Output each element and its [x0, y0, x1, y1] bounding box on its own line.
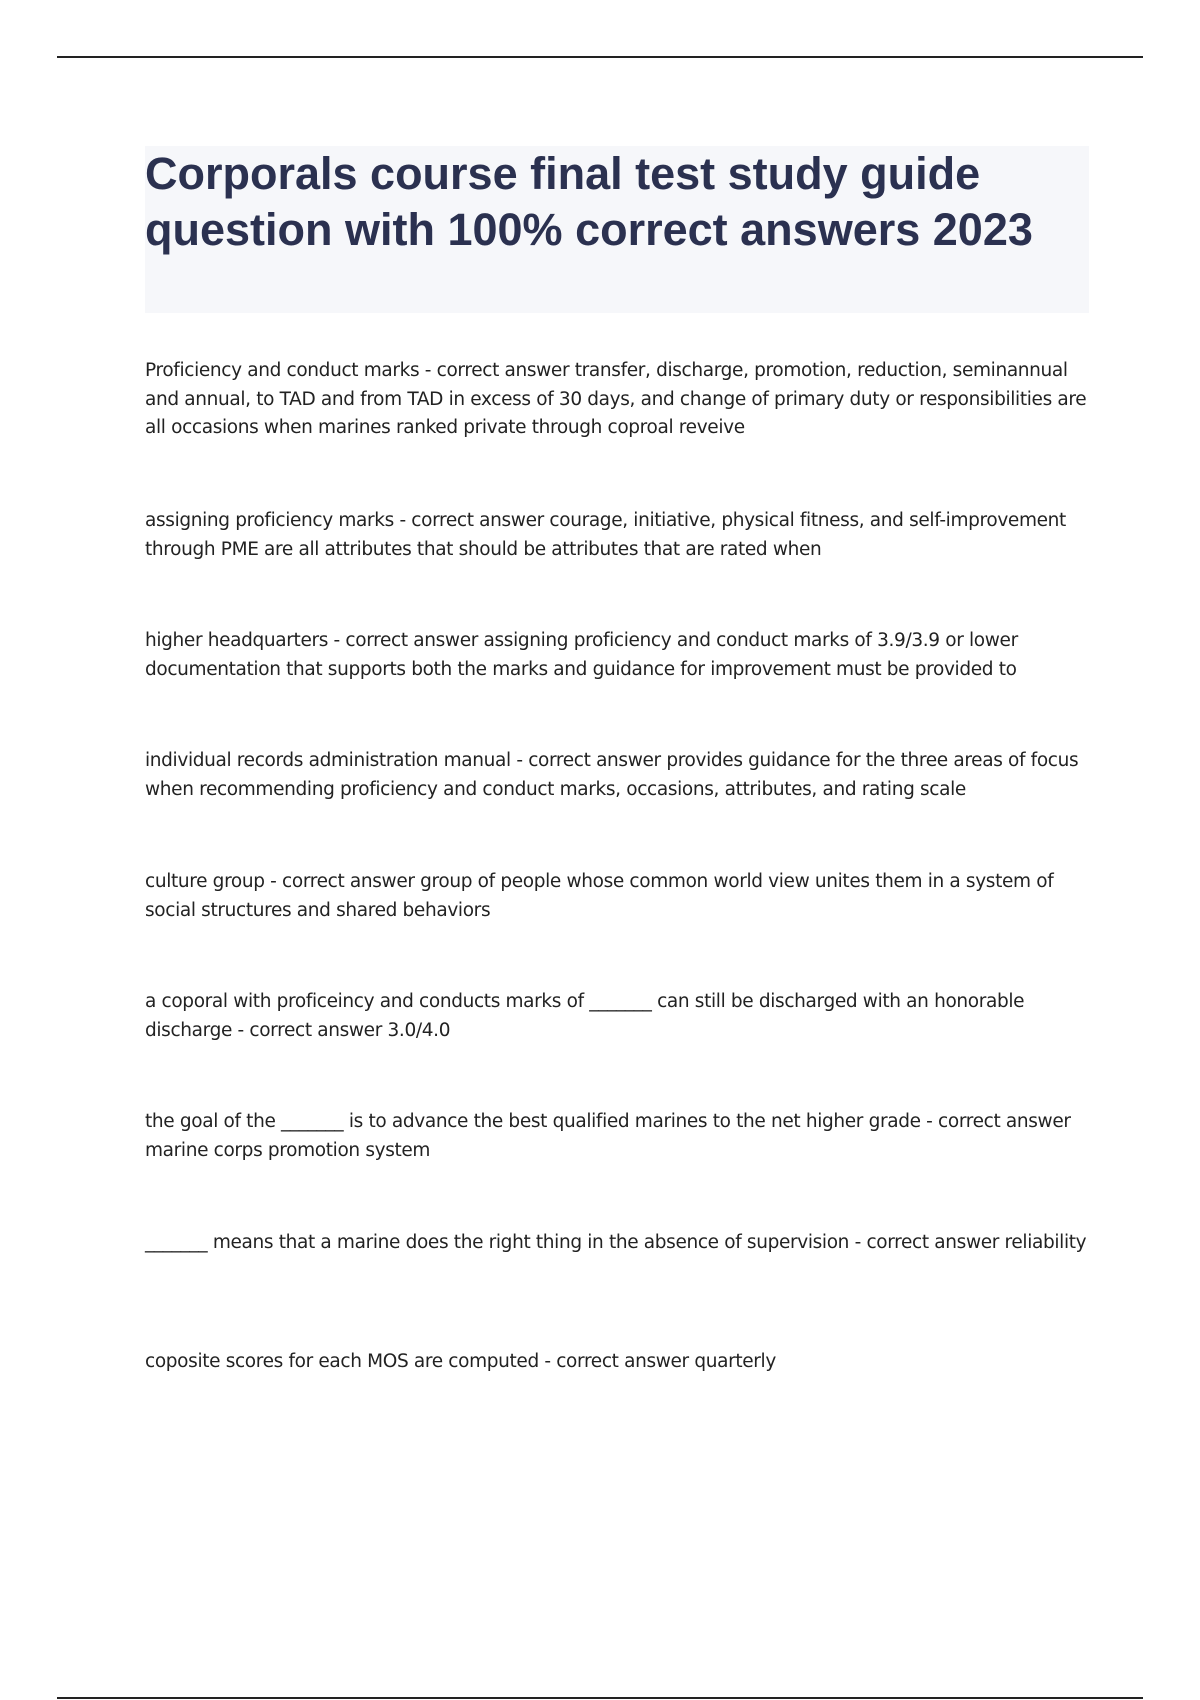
qa-item: _______ means that a marine does the right thing in the absence of supervision - correct answer reliability: [145, 1232, 1087, 1253]
qa-item: a coporal with proficeincy and conducts marks of _______ can still be discharged with an honorable discharge - correct answer 3.0/4.0: [145, 991, 1025, 1041]
title-banner: [145, 146, 1089, 313]
bottom-rule: [57, 1697, 1143, 1699]
top-rule: [57, 56, 1143, 58]
qa-item: individual records administration manual - correct answer provides guidance for the three areas of focus when recommending proficiency and conduct marks, occasions, attributes, and rating scale: [145, 750, 1079, 800]
qa-item: coposite scores for each MOS are computed - correct answer quarterly: [145, 1351, 776, 1372]
document-title: Corporals course final test study guide question with 100% correct answers 2023: [145, 148, 1033, 255]
qa-item: assigning proficiency marks - correct answer courage, initiative, physical fitness, and self-improvement through PME are all attributes that should be attributes that are rated when: [145, 510, 1066, 560]
qa-item: the goal of the _______ is to advance the best qualified marines to the net higher grade - correct answer marine corps promotion system: [145, 1111, 1071, 1161]
qa-item: Proficiency and conduct marks - correct answer transfer, discharge, promotion, reduction, seminannual and annual, to TAD and from TAD in excess of 30 days, and change of primary duty or responsibilities are all occasions when marines ranked private through coproal reveive: [145, 360, 1087, 438]
qa-item: culture group - correct answer group of people whose common world view unites them in a system of social structures and shared behaviors: [145, 871, 1054, 921]
qa-item: higher headquarters - correct answer assigning proficiency and conduct marks of 3.9/3.9 or lower documentation that supports both the marks and guidance for improvement must be provided to: [145, 630, 1018, 680]
